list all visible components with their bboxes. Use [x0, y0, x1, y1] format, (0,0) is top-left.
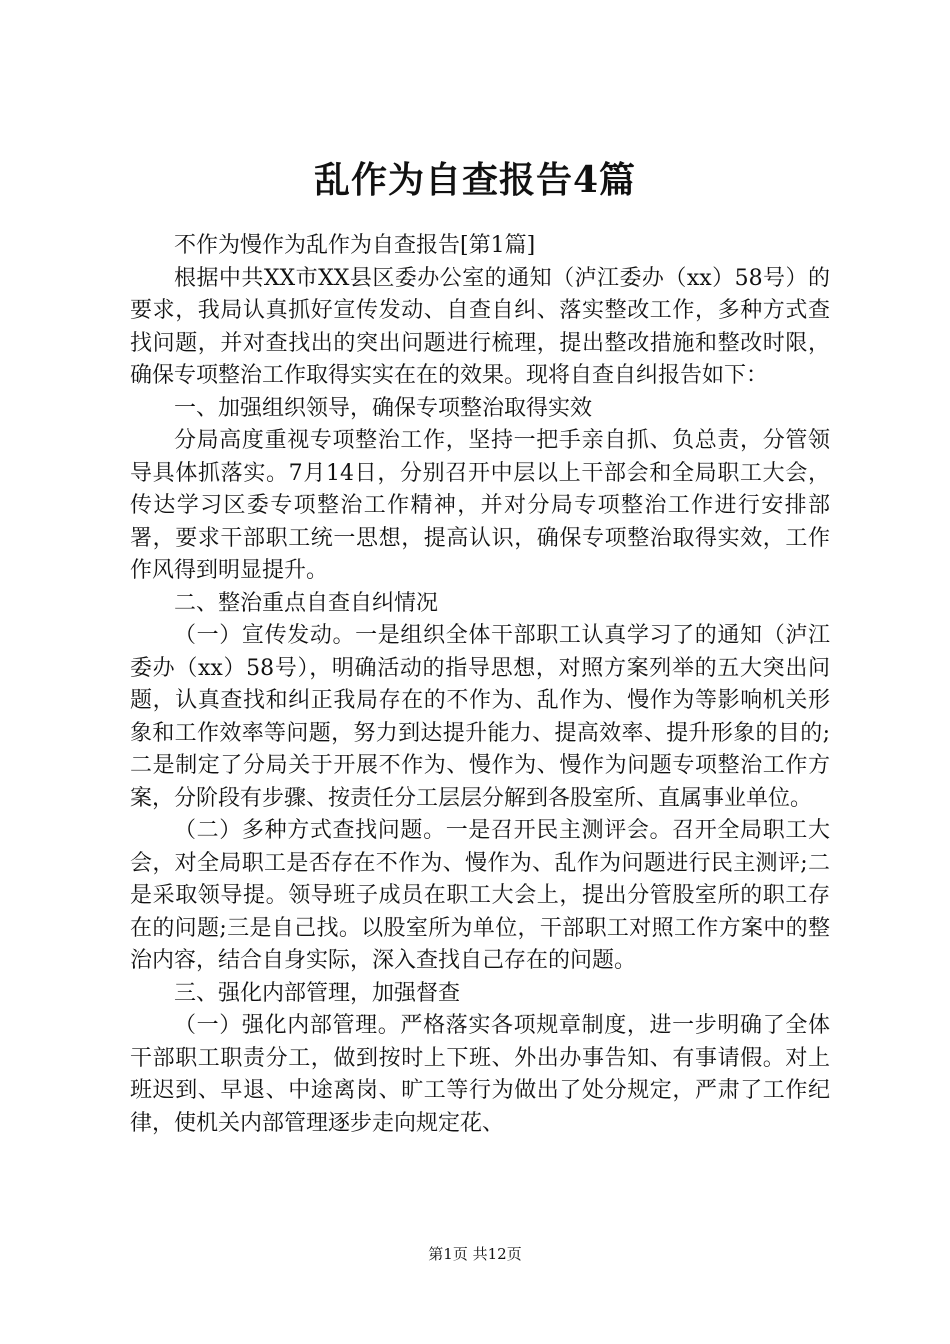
paragraph-find-problems: （二）多种方式查找问题。一是召开民主测评会。召开全局职工大会，对全局职工是否存在不作为、慢作为、乱作为问题进行民主测评;二是采取领导提。领导班子成员在职工大会上，提出分管股室所的职工存在的问题;三是自己找。以股室所为单位，干部职工对照工作方案中的整治内容，结合自身实际，深入查找自己存在的问题。	[130, 818, 830, 973]
section-heading-1: 一、加强组织领导，确保专项整治取得实效	[174, 395, 593, 421]
paragraph-intro: 根据中共XX市XX县区委办公室的通知（泸江委办（xx）58号）的要求，我局认真抓好宣传发动、自查自纠、落实整改工作，多种方式查找问题，并对查找出的突出问题进行梳理，提出整改措施和整改时限，确保专项整治工作取得实实在在的效果。现将自查自纠报告如下：	[130, 265, 830, 388]
section-heading-3: 三、强化内部管理，加强督查	[174, 980, 461, 1006]
page-footer: 第1页 共12页	[428, 1245, 522, 1263]
paragraph-internal-management: （一）强化内部管理。严格落实各项规章制度，进一步明确了全体干部职工职责分工，做到按时上下班、外出办事告知、有事请假。对上班迟到、早退、中途离岗、旷工等行为做出了处分规定，严肃了工作纪律，使机关内部管理逐步走向规定花、	[130, 1013, 830, 1136]
paragraph-subtitle: 不作为慢作为乱作为自查报告[第1篇]	[174, 233, 536, 258]
paragraph-section-1: 分局高度重视专项整治工作，坚持一把手亲自抓、负总责，分管领导具体抓落实。7月14日，分别召开中层以上干部会和全局职工大会，传达学习区委专项整治工作精神，并对分局专项整治工作进行安排部署，要求干部职工统一思想，提高认识，确保专项整治取得实效，工作作风得到明显提升。	[130, 428, 830, 583]
document-body	[130, 230, 830, 1140]
document-title: 乱作为自查报告4篇	[313, 159, 637, 201]
paragraph-publicity: （一）宣传发动。一是组织全体干部职工认真学习了的通知（泸江委办（xx）58号），明确活动的指导思想，对照方案列举的五大突出问题，认真查找和纠正我局存在的不作为、乱作为、慢作为等影响机关形象和工作效率等问题，努力到达提升能力、提高效率、提升形象的目的;二是制定了分局关于开展不作为、慢作为、慢作为问题专项整治工作方案，分阶段有步骤、按责任分工层层分解到各股室所、直属事业单位。	[130, 623, 830, 811]
section-heading-2: 二、整治重点自查自纠情况	[174, 590, 439, 616]
